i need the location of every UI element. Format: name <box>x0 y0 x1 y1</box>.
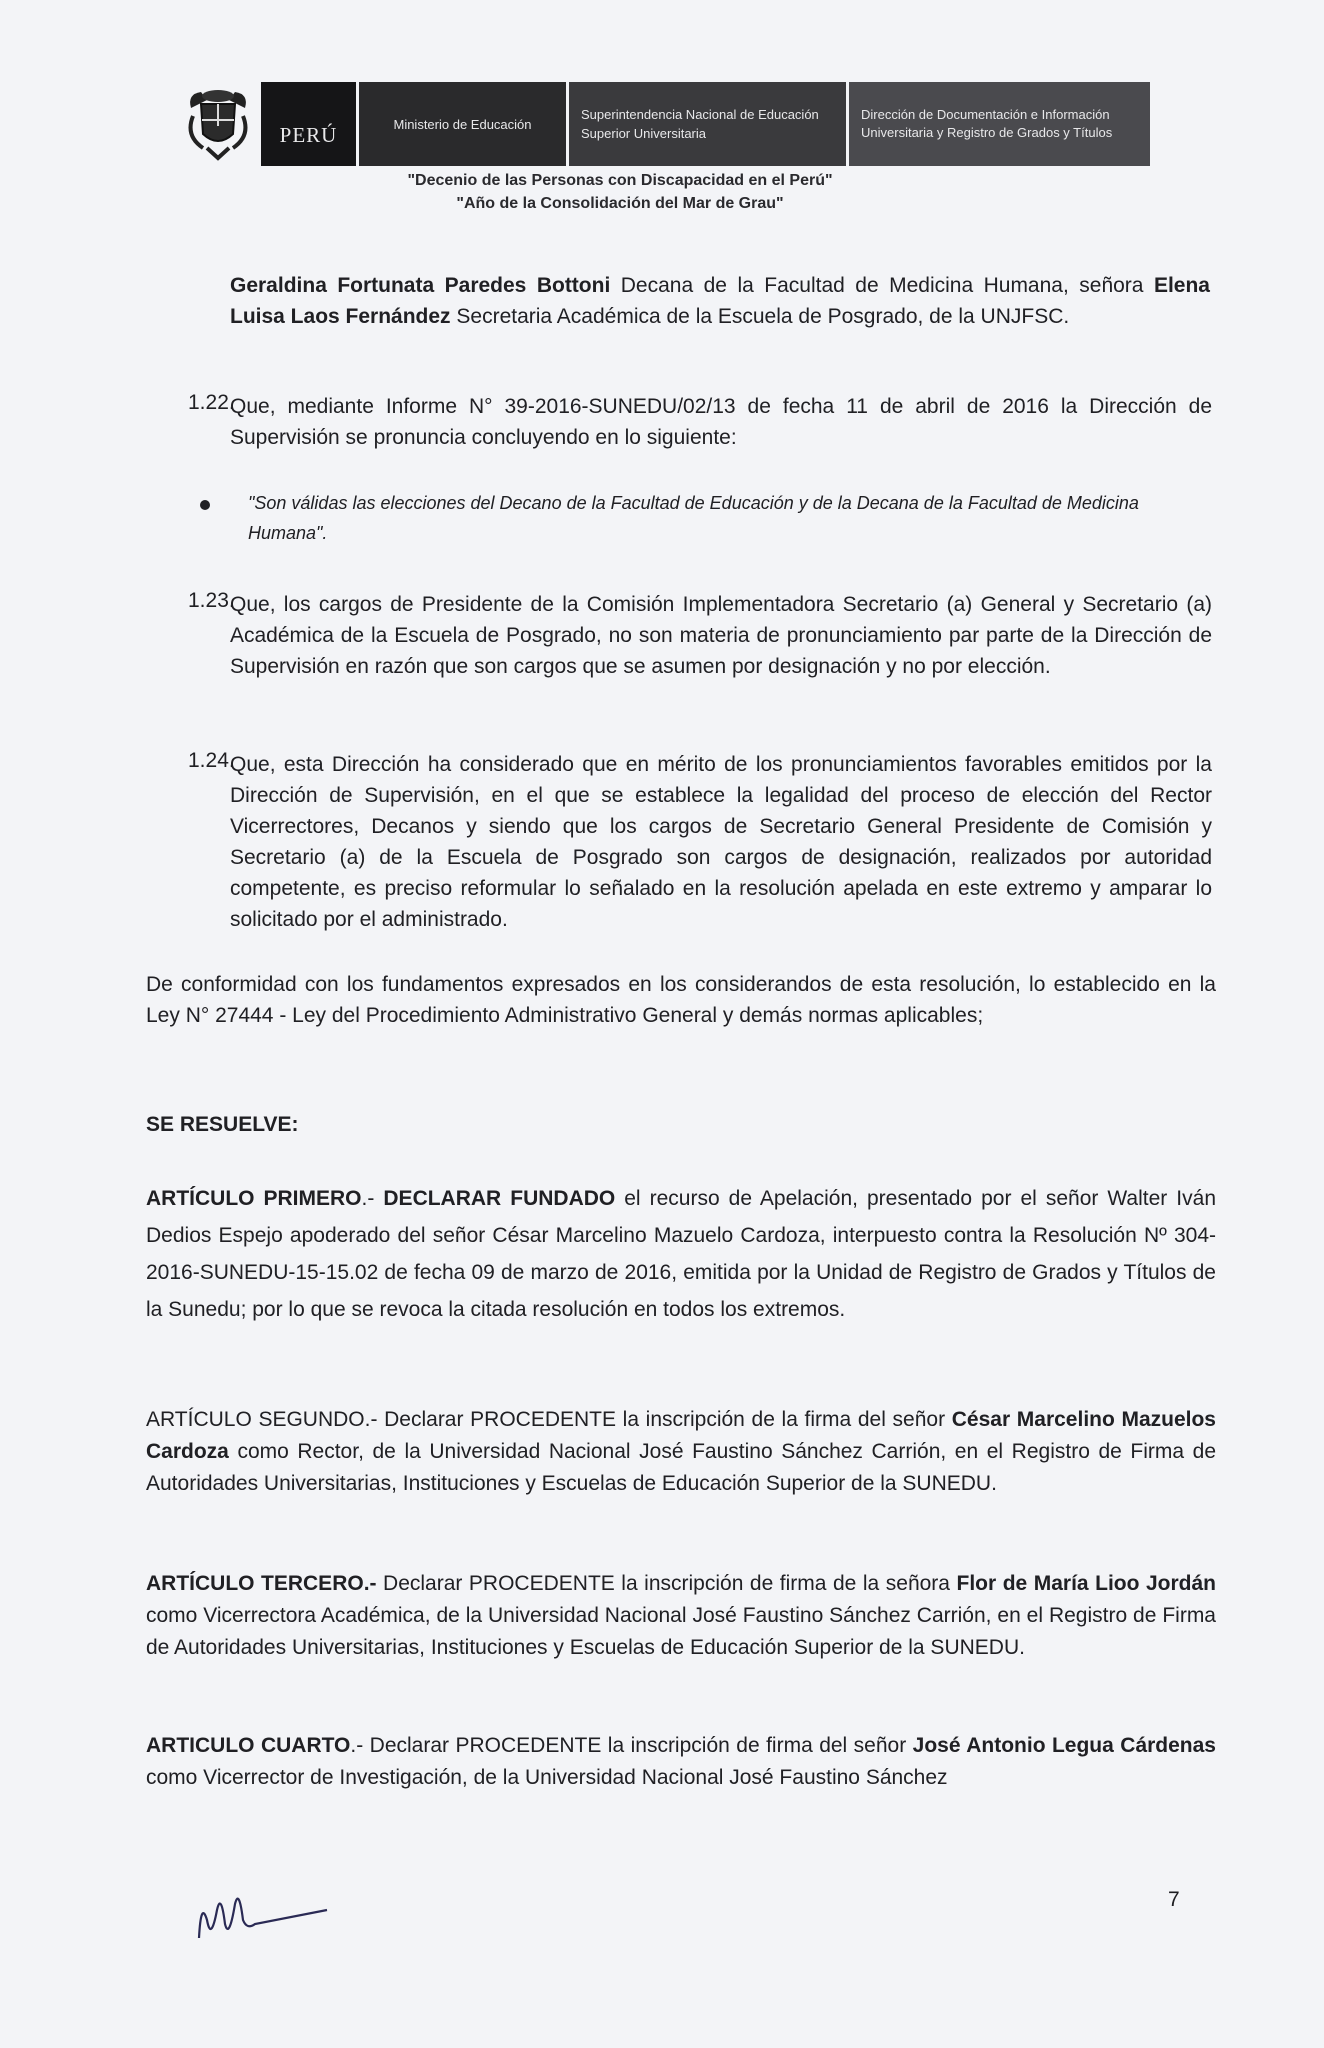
article-third-text-1: Declarar PROCEDENTE la inscripción de firma de la señora <box>376 1572 957 1595</box>
article-fourth-label: ARTICULO CUARTO <box>146 1734 351 1757</box>
national-coat-of-arms-icon <box>175 82 261 166</box>
peru-label: PERÚ <box>261 82 359 166</box>
item-number: 1.24. <box>188 749 235 772</box>
article-third-label: ARTÍCULO TERCERO.- <box>146 1572 377 1595</box>
decenio-motto: "Decenio de las Personas con Discapacidad en el Perú" <box>407 172 833 189</box>
resolves-heading: SE RESUELVE: <box>146 1113 299 1136</box>
superintendence-label: Superintendencia Nacional de Educación Superior Universitaria <box>569 82 849 166</box>
article-second-label: ARTÍCULO SEGUNDO <box>146 1408 365 1431</box>
article-second-text-2: como Rector, de la Universidad Nacional José Faustino Sánchez Carrión, en el Registro de Firma de Autoridades Universitarias, Instituciones y Escuelas de Educación Superior de la SUNEDU. <box>146 1440 1216 1495</box>
article-first-label: ARTÍCULO PRIMERO <box>146 1187 362 1210</box>
article-second-text-1: .- Declarar PROCEDENTE la inscripción de la firma del señor <box>364 1408 952 1431</box>
ministry-label: Ministerio de Educación <box>359 82 569 166</box>
directorate-label: Dirección de Documentación e Información Universitaria y Registro de Grados y Títulos <box>849 82 1150 166</box>
article-fourth-text-1: .- Declarar PROCEDENTE la inscripción de firma del señor <box>350 1734 913 1757</box>
article-first-sep: .- <box>361 1187 384 1210</box>
bullet-icon <box>200 500 210 510</box>
article-second-name: César Marcelino Mazuelos Cardoza <box>146 1408 1216 1463</box>
intro-text-1: Decana de la Facultad de Medicina Humana, señora <box>610 274 1154 297</box>
year-motto: "Año de la Consolidación del Mar de Grau" <box>456 195 784 212</box>
article-first <box>146 1180 1216 1328</box>
article-fourth-text-2: como Vicerrector de Investigación, de la Universidad Nacional José Faustino Sánchez <box>146 1766 948 1789</box>
intro-name-2: Elena Luisa Laos Fernández <box>230 274 1210 328</box>
article-fourth <box>146 1730 1216 1794</box>
article-third-name: Flor de María Lioo Jordán <box>956 1572 1216 1595</box>
intro-text-2: Secretaria Académica de la Escuela de Posgrado, de la UNJFSC. <box>450 305 1070 328</box>
quoted-conclusion: "Son válidas las elecciones del Decano de la Facultad de Educación y de la Decana de la Facultad de Medicina Humana". <box>248 493 1139 543</box>
handwritten-signature-icon <box>195 1880 335 1950</box>
article-third <box>146 1568 1216 1664</box>
article-third-text-2: como Vicerrectora Académica, de la Universidad Nacional José Faustino Sánchez Carrión, en el Registro de Firma de Autoridades Universitarias, Instituciones y Escuelas de Educación Superior de la SUNEDU. <box>146 1604 1216 1659</box>
article-first-verb: DECLARAR FUNDADO <box>383 1187 616 1210</box>
item-text: Que, los cargos de Presidente de la Comisión Implementadora Secretario (a) General y Secretario (a) Académica de la Escuela de Posgrado, no son materia de pronunciamiento par parte de la Dirección de Supervisión en razón que son cargos que se asumen por designación y no por elección. <box>230 593 1212 678</box>
intro-paragraph <box>230 270 1210 332</box>
item-text: Que, esta Dirección ha considerado que en mérito de los pronunciamientos favorables emitidos por la Dirección de Supervisión, en el que se establece la legalidad del proceso de elección del Rector Vicerrectores, Decanos y siendo que los cargos de Secretario General Presidente de Comisión y Secretario (a) de la Escuela de Posgrado son cargos de designación, realizados por autoridad competente, es preciso reformular lo señalado en la resolución apelada en este extremo y amparar lo solicitado por el administrado. <box>230 753 1212 931</box>
conformity-paragraph: De conformidad con los fundamentos expresados en los considerandos de esta resolución, lo establecido en la Ley N° 27444 - Ley del Procedimiento Administrativo General y demás normas aplicables; <box>146 973 1216 1027</box>
institutional-header <box>175 82 1150 166</box>
item-number: 1.23. <box>188 589 235 612</box>
intro-name-1: Geraldina Fortunata Paredes Bottoni <box>230 274 611 297</box>
page-number: 7 <box>1168 1888 1180 1911</box>
article-first-text: el recurso de Apelación, presentado por el señor Walter Iván Dedios Espejo apoderado del señor César Marcelino Mazuelo Cardoza, interpuesto contra la Resolución Nº 304-2016-SUNEDU-15-15.02 de fecha 09 de marzo de 2016, emitida por la Unidad de Registro de Grados y Títulos de la Sunedu; por lo que se revoca la citada resolución en todos los extremos. <box>146 1187 1216 1321</box>
article-fourth-name: José Antonio Legua Cárdenas <box>912 1734 1216 1757</box>
item-text: Que, mediante Informe N° 39-2016-SUNEDU/02/13 de fecha 11 de abril de 2016 la Dirección de Supervisión se pronuncia concluyendo en lo siguiente: <box>230 395 1212 449</box>
article-second <box>146 1404 1216 1500</box>
item-number: 1.22. <box>188 391 235 414</box>
